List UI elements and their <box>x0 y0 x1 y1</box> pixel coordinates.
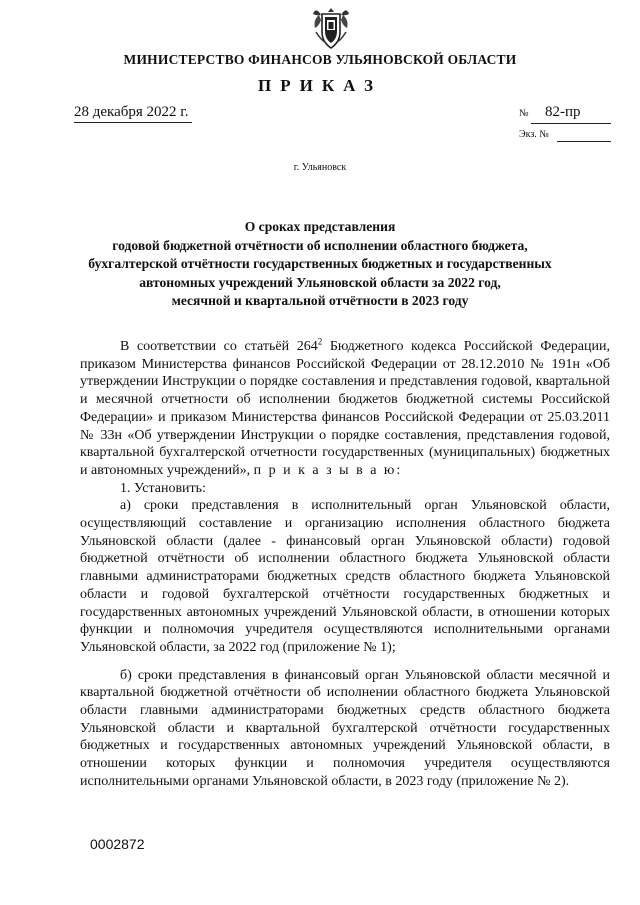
order-subject <box>80 218 560 311</box>
order-date: 28 декабря 2022 г. <box>74 104 192 123</box>
ministry-name: МИНИСТЕРСТВО ФИНАНСОВ УЛЬЯНОВСКОЙ ОБЛАСТИ <box>123 52 517 67</box>
subject-line: автономных учреждений Ульяновской области за 2022 год, <box>139 274 501 290</box>
preamble-text: Бюджетного кодекса Российской Федерации, приказом Министерства финансов Российской Федерации от 28.12.2010 № 191н «Об утверждении Инструкции о порядке составления и представления годовой, квартальной и месячной отчетности об исполнении бюджетов бюджетной системы Российской Федерации» и приказом Министерства финансов Российской Федерации от 25.03.2011 № 33н «Об утверждении Инструкции о порядке составления, представления годовой, квартальной бухгалтерской отчетности государственных (муниципальных) бюджетных и автономных учреждений», <box>80 339 610 478</box>
item-a: а) сроки представления в исполнительный орган Ульяновской области, осуществляющий составление и организацию исполнения областного бюджета Ульяновской области (далее - финансовый орган Ульяновской области) годовой бюджетной отчётности об исполнении областного бюджета Ульяновской области главными администраторами бюджетных средств областного бюджета Ульяновской области и годовой бухгалтерской отчётности государственных бюджетных и государственных автономных учреждений Ульяновской области, в отношении которых функции и полномочия учредителя осуществляются исполнительными органами Ульяновской области, за 2022 год (приложение № 1); <box>80 498 610 655</box>
item-b: б) сроки представления в финансовый орган Ульяновской области месячной и квартальной бюджетной отчётности об исполнении областного бюджета Ульяновской области главными администраторами бюджетных средств областного бюджета Ульяновской области и квартальной бухгалтерской отчётности государственных бюджетных и государственных автономных учреждений Ульяновской области, в отношении которых функции и полномочия учредителя осуществляются исполнительными органами Ульяновской области, в 2023 году (приложение № 2). <box>80 667 610 789</box>
subject-line: месячной и квартальной отчётности в 2023 году <box>171 293 469 309</box>
subject-line: годовой бюджетной отчётности об исполнении областного бюджета, <box>112 237 528 253</box>
order-word: п р и к а з ы в а ю: <box>253 462 403 478</box>
order-number-block <box>519 104 611 121</box>
preamble-paragraph <box>80 338 610 480</box>
copy-number-label: Экз. № <box>519 129 549 140</box>
subject-line: бухгалтерской отчётности государственных бюджетных и государственных <box>88 256 552 272</box>
number-underline <box>531 123 611 124</box>
document-type: ПРИКАЗ <box>258 76 382 95</box>
order-body <box>80 338 610 791</box>
number-sign: № <box>519 108 529 119</box>
item-1: 1. Установить: <box>120 480 206 496</box>
order-number: 82-пр <box>545 104 581 120</box>
subject-line: О сроках представления <box>244 219 396 234</box>
copy-number-underline <box>557 141 611 142</box>
preamble-text-start: В соответствии со статьёй 264 <box>120 339 318 354</box>
city: г. Ульяновск <box>293 162 347 173</box>
serial-number: 0002872 <box>90 836 145 852</box>
coat-of-arms-emblem <box>311 6 351 50</box>
article-superscript: 2 <box>317 336 323 347</box>
